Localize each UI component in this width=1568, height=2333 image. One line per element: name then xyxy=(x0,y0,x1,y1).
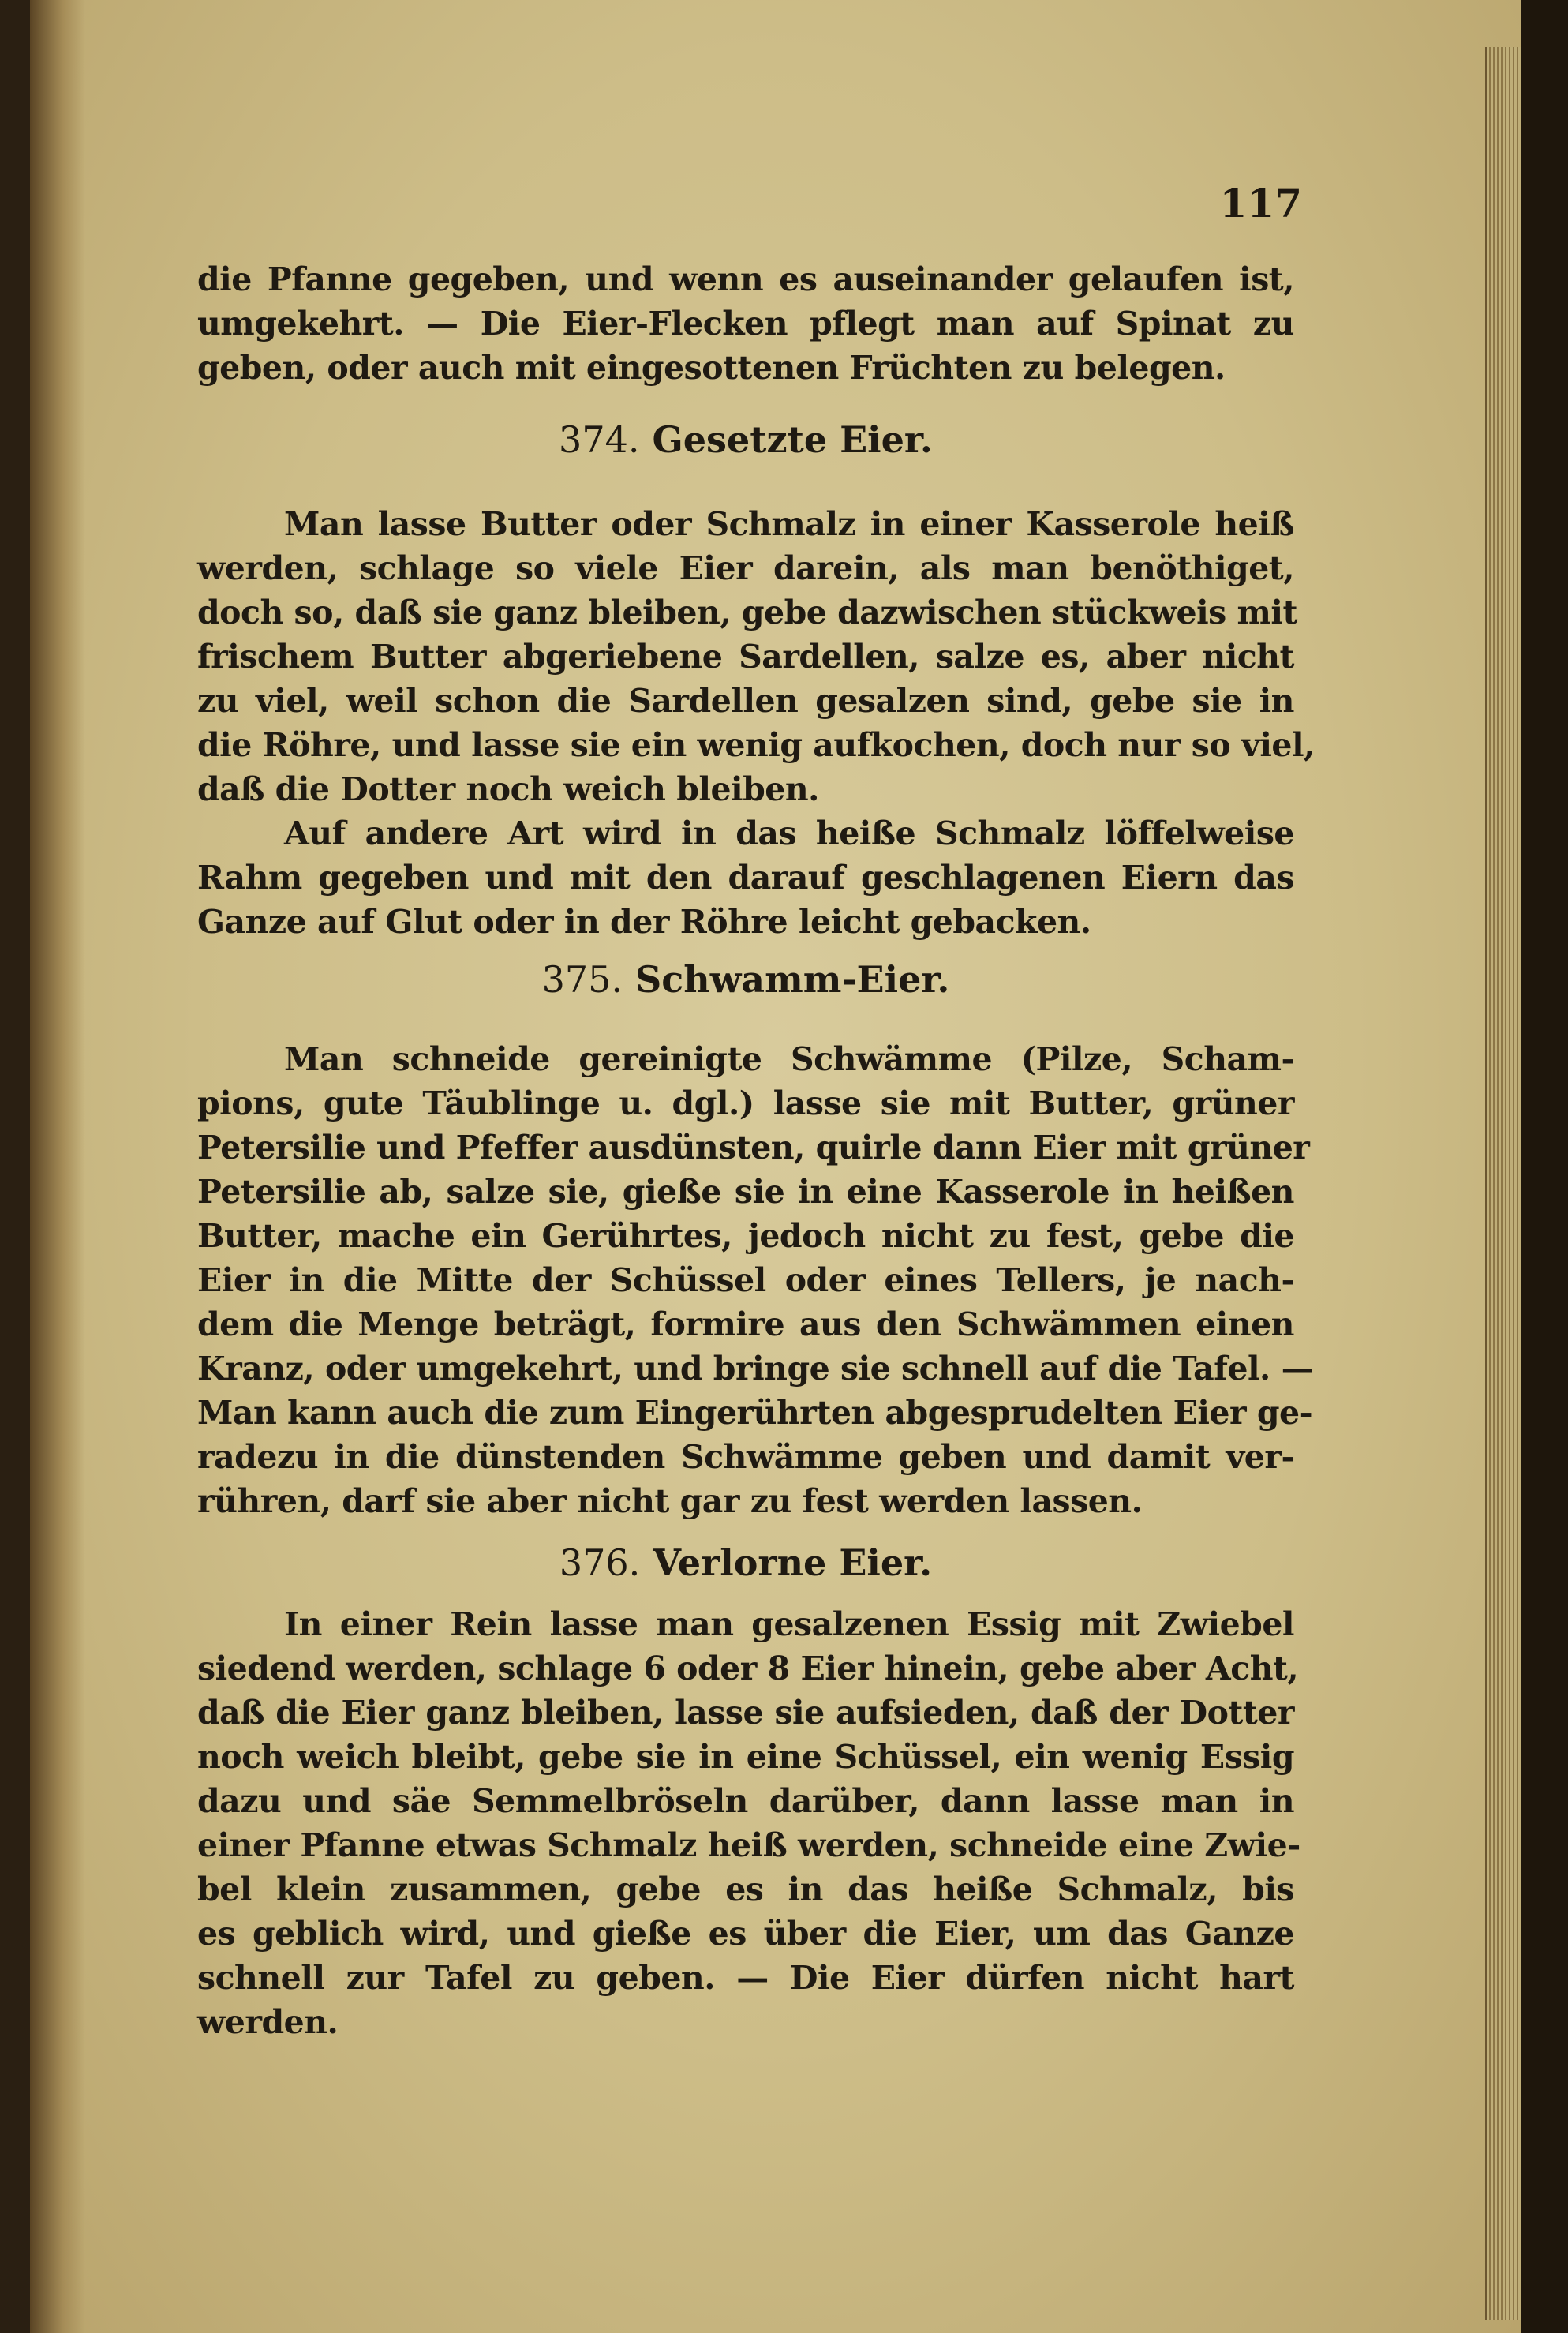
text-line: Rahm gegeben und mit den darauf geschlagenen Eiern das xyxy=(197,859,1294,897)
text-line: schnell zur Tafel zu geben. — Die Eier dürfen nicht hart xyxy=(197,1959,1294,1997)
text-line: noch weich bleibt, gebe sie in eine Schüssel, ein wenig Essig xyxy=(197,1738,1294,1776)
section-heading-376 xyxy=(197,1541,1294,1584)
text-line: In einer Rein lasse man gesalzenen Essig mit Zwiebel xyxy=(284,1605,1294,1643)
section-heading-375 xyxy=(197,958,1294,1001)
section-heading-374 xyxy=(197,418,1294,461)
text-line: dem die Menge beträgt, formire aus den Schwämmen einen xyxy=(197,1305,1294,1343)
text-line: dazu und säe Semmelbröseln darüber, dann lasse man in xyxy=(197,1782,1294,1820)
text-line: doch so, daß sie ganz bleiben, gebe dazwischen stückweis mit xyxy=(197,594,1297,631)
section-title: Gesetzte Eier. xyxy=(652,418,933,461)
paragraph xyxy=(197,1602,1300,2044)
paragraph xyxy=(197,502,1315,811)
section-title: Schwamm-Eier. xyxy=(635,958,950,1001)
section-body-376 xyxy=(197,1602,1300,2044)
text-line: werden, schlage so viele Eier darein, als man benöthiget, xyxy=(197,549,1294,587)
section-body-374 xyxy=(197,502,1315,944)
intro-text xyxy=(197,257,1294,390)
text-line: Petersilie und Pfeffer ausdünsten, quirle dann Eier mit grüner xyxy=(197,1129,1310,1166)
text-line: Man kann auch die zum Eingerührten abgesprudelten Eier ge- xyxy=(197,1394,1313,1432)
section-title: Verlorne Eier. xyxy=(653,1541,933,1584)
text-line: siedend werden, schlage 6 oder 8 Eier hinein, gebe aber Acht, xyxy=(197,1650,1299,1687)
page-stack-edge xyxy=(1485,47,1521,2320)
text-line: einer Pfanne etwas Schmalz heiß werden, schneide eine Zwie- xyxy=(197,1826,1300,1864)
text-line: Eier in die Mitte der Schüssel oder eines Tellers, je nach- xyxy=(197,1261,1294,1299)
text-line: die Röhre, und lasse sie ein wenig aufkochen, doch nur so viel, xyxy=(197,726,1315,764)
paragraph xyxy=(197,1037,1314,1523)
paragraph xyxy=(197,811,1294,944)
section-number: 376. xyxy=(559,1541,641,1584)
text-line: radezu in die dünstenden Schwämme geben und damit ver- xyxy=(197,1438,1294,1476)
text-line: daß die Dotter noch weich bleiben. xyxy=(197,770,819,808)
text-line: Petersilie ab, salze sie, gieße sie in eine Kasserole in heißen xyxy=(197,1173,1294,1211)
text-line: Man lasse Butter oder Schmalz in einer Kasserole heiß xyxy=(284,505,1294,543)
text-line: pions, gute Täublinge u. dgl.) lasse sie mit Butter, grüner xyxy=(197,1084,1294,1122)
section-body-375 xyxy=(197,1037,1314,1523)
section-number: 375. xyxy=(541,958,623,1001)
text-line: Man schneide gereinigte Schwämme (Pilze, Scham- xyxy=(284,1040,1294,1078)
text-line: umgekehrt. — Die Eier-Flecken pflegt man auf Spinat zu xyxy=(197,305,1294,343)
section-number: 374. xyxy=(559,418,640,461)
text-line: frischem Butter abgeriebene Sardellen, salze es, aber nicht xyxy=(197,638,1294,676)
text-line: werden. xyxy=(197,2003,339,2041)
text-line: Butter, mache ein Gerührtes, jedoch nicht zu fest, gebe die xyxy=(197,1217,1294,1255)
text-line: rühren, darf sie aber nicht gar zu fest werden lassen. xyxy=(197,1482,1143,1520)
text-line: es geblich wird, und gieße es über die Eier, um das Ganze xyxy=(197,1915,1294,1953)
text-line: Auf andere Art wird in das heiße Schmalz löffelweise xyxy=(284,814,1294,852)
text-line: Kranz, oder umgekehrt, und bringe sie schnell auf die Tafel. — xyxy=(197,1350,1314,1387)
text-line: bel klein zusammen, gebe es in das heiße Schmalz, bis xyxy=(197,1871,1294,1908)
text-line: daß die Eier ganz bleiben, lasse sie aufsieden, daß der Dotter xyxy=(197,1694,1294,1732)
text-line: die Pfanne gegeben, und wenn es auseinander gelaufen ist, xyxy=(197,260,1294,298)
book-spine-shadow xyxy=(30,0,85,2333)
text-line: zu viel, weil schon die Sardellen gesalzen sind, gebe sie in xyxy=(197,682,1294,720)
page-number: 117 xyxy=(1219,180,1302,227)
text-line: geben, oder auch mit eingesottenen Früchten zu belegen. xyxy=(197,349,1226,387)
book-cover-edge xyxy=(1521,0,1568,2333)
text-line: Ganze auf Glut oder in der Röhre leicht gebacken. xyxy=(197,903,1091,941)
